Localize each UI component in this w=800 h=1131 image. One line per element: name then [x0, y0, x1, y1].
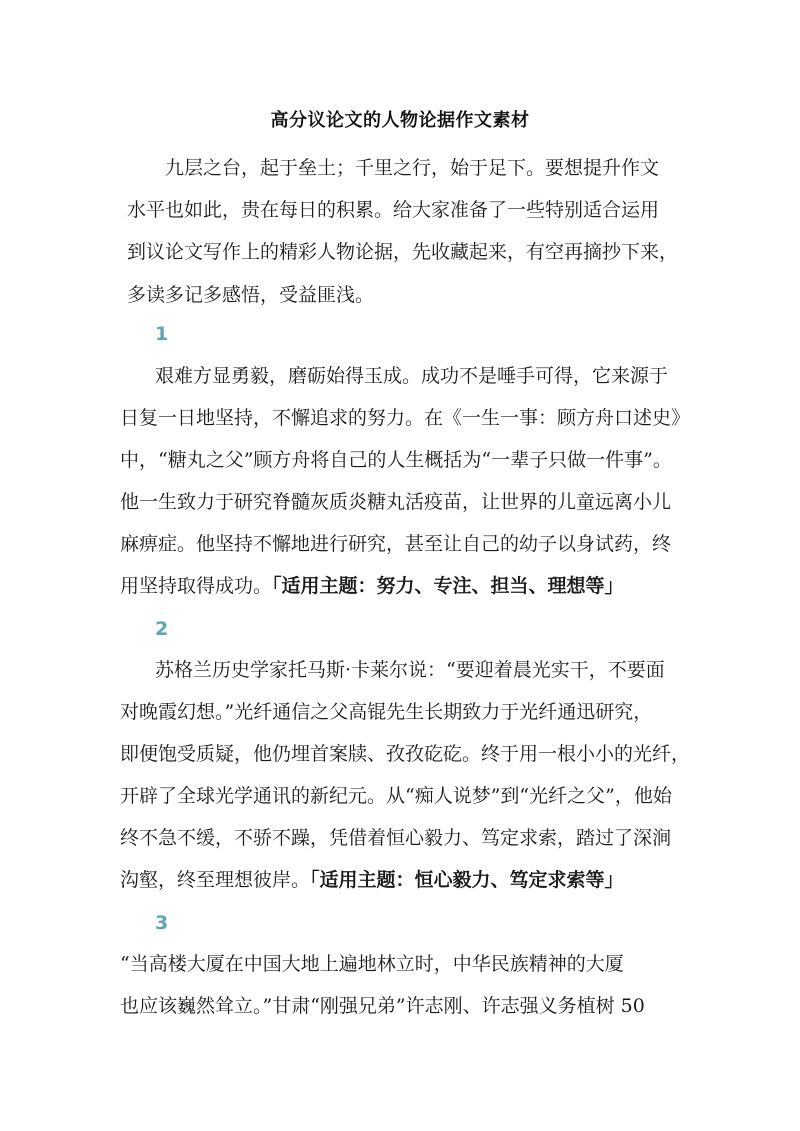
section-text: 沟壑，终至理想彼岸。 [120, 869, 311, 891]
section-line: 他一生致力于研究脊髓灰质炎糖丸活疫苗，让世界的儿童远离小儿 [120, 491, 672, 513]
section-number: 1 [155, 323, 169, 345]
theme-tag: 「适用主题：努力、专注、担当、理想等」 [272, 575, 624, 597]
section-line: 中，“糖丸之父”顾方舟将自己的人生概括为“一辈子只做一件事”。 [120, 449, 672, 471]
section-line: 对晚霞幻想。”光纤通信之父高锟先生长期致力于光纤通迅研究， [120, 701, 653, 723]
section-line: 日复一日地坚持，不懈追求的努力。在《一生一事：顾方舟口述史》 [120, 407, 691, 429]
theme-tag: 「适用主题：恒心毅力、笃定求索等」 [310, 869, 624, 891]
section-line: 艰难方显勇毅，磨砺始得玉成。成功不是唾手可得，它来源于 [155, 365, 669, 387]
intro-line: 水平也如此，贵在每日的积累。给大家准备了一些特别适合运用 [127, 199, 660, 221]
section-text: 用坚持取得成功。 [120, 575, 273, 597]
intro-line: 到议论文写作上的精彩人物论据，先收藏起来，有空再摘抄下来， [127, 241, 679, 263]
section-line: 即便饱受质疑，他仍埋首案牍、孜孜矻矻。终于用一根小小的光纤， [120, 743, 691, 765]
section-line: “当高楼大厦在中国大地上遍地林立时，中华民族精神的大厦 [120, 953, 624, 975]
section-line [120, 574, 624, 598]
intro-line: 多读多记多感悟，受益匪浅。 [127, 284, 375, 306]
section-line: 开辟了全球光学通讯的新纪元。从“痴人说梦”到“光纤之父”，他始 [120, 785, 672, 807]
section-line: 终不急不缓，不骄不躁，凭借着恒心毅力、笃定求索，踏过了深涧 [120, 827, 672, 849]
section-line: 麻痹症。他坚持不懈地进行研究，甚至让自己的幼子以身试药，终 [120, 533, 672, 555]
section-line: 也应该巍然耸立。”甘肃“刚强兄弟”许志刚、许志强义务植树 50 [120, 995, 645, 1017]
intro-line: 九层之台，起于垒土；千里之行，始于足下。要想提升作文 [165, 157, 660, 179]
section-number: 3 [155, 912, 169, 934]
page-title: 高分议论文的人物论据作文素材 [270, 110, 530, 131]
section-number: 2 [155, 618, 169, 640]
section-line: 苏格兰历史学家托马斯·卡莱尔说：“要迎着晨光实干，不要面 [155, 659, 665, 681]
section-line [120, 868, 624, 892]
